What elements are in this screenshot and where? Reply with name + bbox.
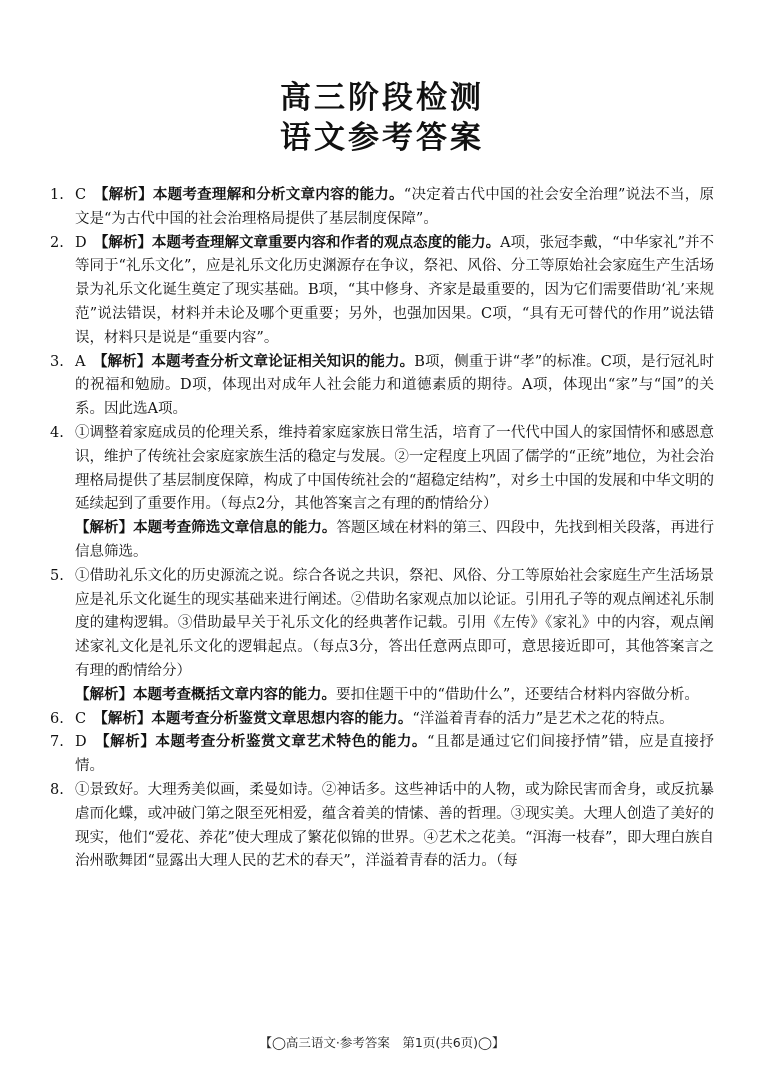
- analysis-tag: 【解析】本题考查分析鉴赏文章艺术特色的能力。: [102, 734, 428, 751]
- page-footer: 【◯高三语文·参考答案 第1页(共6页)◯】: [259, 1035, 505, 1050]
- answer-item-7: [50, 731, 714, 779]
- answer-list: [50, 184, 714, 874]
- analysis-note-4: [50, 517, 714, 565]
- item-number: 5.: [50, 567, 64, 584]
- answer-item-5: [50, 565, 714, 684]
- answer-text: A项，张冠李戴，“中华家礼”并不等同于“礼乐文化”，应是礼乐文化历史渊源存在争议，祭祀、风俗、分工等原始社会家庭生产生活场景为礼乐文化诞生奠定了现实基础。B项，“其中修身、齐家是最重要的，因为它们需要借助‘礼’来规范”说法错误，材料并未论及哪个更重要；另外，也强加因果。C项，“具有无可替代的作用”说法错误，材料只是说是“重要内容”。: [75, 234, 715, 346]
- answer-text: “且都是通过它们间接抒情”错，应是直接抒情。: [75, 734, 715, 775]
- answer-text: ①借助礼乐文化的历史源流之说。综合各说之共识，祭祀、风俗、分工等原始社会家庭生产生活场景应是礼乐文化诞生的现实基础来进行阐述。②借助名家观点加以论证。引用孔子等的观点阐述礼乐制度的建构逻辑。③借助最早关于礼乐文化的经典著作记载。引用《左传》《家礼》中的内容，观点阐述家礼文化是礼乐文化的逻辑起点。（每点3分，答出任意两点即可，意思接近即可，其他答案言之有理的酌情给分）: [75, 567, 714, 679]
- analysis-tag: 【解析】本题考查分析鉴赏文章思想内容的能力。: [100, 710, 413, 727]
- answer-choice: C: [75, 187, 87, 203]
- analysis-tag: 【解析】本题考查理解文章重要内容和作者的观点态度的能力。: [101, 234, 501, 251]
- answer-choice: D: [75, 734, 87, 751]
- answer-item-1: [50, 184, 714, 232]
- answer-text: ①调整着家庭成员的伦理关系，维持着家庭家族日常生活，培育了一代代中国人的家国情怀和感恩意识，维护了传统社会家庭家族生活的稳定与发展。②一定程度上巩固了儒学的“正统”地位，为社会治理格局提供了基层制度保障，构成了中国传统社会的“超稳定结构”，对乡土中国的发展和中华文明的延续起到了重要作用。（每点2分，其他答案言之有理的酌情给分）: [75, 424, 714, 513]
- item-number: 6.: [50, 710, 64, 727]
- answer-choice: C: [75, 710, 87, 727]
- answer-text: “洋溢着青春的活力”是艺术之花的特点。: [412, 710, 674, 727]
- answer-choice: D: [75, 234, 87, 251]
- title-main: 高三阶段检测: [280, 80, 484, 116]
- analysis-tag: 【解析】本题考查概括文章内容的能力。: [75, 686, 336, 703]
- analysis-text: 答题区域在材料的第三、四段中，先找到相关段落，再进行信息筛选。: [75, 520, 715, 560]
- item-number: 7.: [50, 734, 64, 751]
- answer-item-3: [50, 351, 714, 422]
- item-number: 8.: [50, 781, 64, 798]
- answer-text: ①景致好。大理秀美似画，柔曼如诗。②神话多。这些神话中的人物，或为除民害而舍身，或反抗暴虐而化蝶，或冲破门第之限至死相爱，蕴含着美的情愫、善的哲理。③现实美。大理人创造了美好的现实，他们“爱花、养花”使大理成了繁花似锦的世界。④艺术之花美。“洱海一枝春”，即大理白族自治州歌舞团“显露出大理人民的艺术的春天”，洋溢着青春的活力。（每: [75, 781, 714, 870]
- title-sub: 语文参考答案: [280, 120, 484, 156]
- answer-text: “决定着古代中国的社会安全治理”说法不当，原文是“为古代中国的社会治理格局提供了基层制度保障”。: [75, 187, 715, 227]
- analysis-tag: 【解析】本题考查理解和分析文章内容的能力。: [101, 187, 404, 203]
- answer-item-8: [50, 779, 714, 874]
- analysis-tag: 【解析】本题考查分析文章论证相关知识的能力。: [100, 353, 415, 370]
- answer-choice: A: [75, 353, 86, 370]
- analysis-tag: 【解析】本题考查筛选文章信息的能力。: [75, 520, 337, 537]
- analysis-text: 要扣住题干中的“借助什么”，还要结合材料内容做分析。: [336, 686, 699, 703]
- answer-item-2: [50, 232, 714, 351]
- item-number: 2.: [50, 234, 64, 251]
- analysis-note-5: [50, 684, 714, 708]
- answer-text: B项，侧重于讲“孝”的标准。C项，是行冠礼时的祝福和勉励。D项，体现出对成年人社会能力和道德素质的期待。A项，体现出“家”与“国”的关系。因此选A项。: [75, 353, 715, 418]
- item-number: 3.: [50, 353, 64, 370]
- answer-item-6: [50, 708, 714, 732]
- item-number: 4.: [50, 424, 64, 441]
- item-number: 1.: [50, 187, 64, 203]
- answer-item-4: [50, 422, 714, 517]
